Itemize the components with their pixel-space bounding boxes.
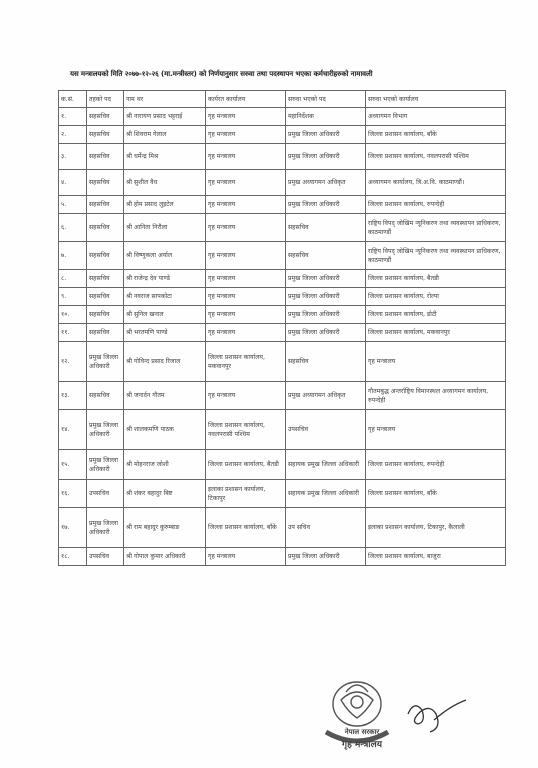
cell-serial: ९. [59, 288, 87, 306]
cell-name: श्री नारायण प्रसाद भट्टराई [124, 108, 206, 126]
table-row [59, 108, 506, 126]
cell-current-office: गृह मन्त्रालय [206, 170, 286, 196]
cell-name: श्री भरतमणि पाण्डे [124, 324, 206, 342]
cell-level: प्रमुख जिल्ला अधिकारी [87, 508, 124, 548]
table-row [59, 288, 506, 306]
cell-serial: ३. [59, 144, 87, 170]
cell-new-office: अध्यागमन विभाग [366, 108, 506, 126]
cell-serial: २. [59, 126, 87, 144]
cell-name: श्री गोपाल कुमार अधिकारी [124, 548, 206, 566]
cell-current-office: गृह मन्त्रालय [206, 144, 286, 170]
seal-text-govt: नेपाल सरकार [344, 728, 380, 736]
table-row [59, 548, 506, 566]
signature [400, 692, 470, 742]
cell-current-office: गृह मन्त्रालय [206, 306, 286, 324]
cell-current-office: गृह मन्त्रालय [206, 382, 286, 410]
cell-serial: १४. [59, 410, 87, 450]
cell-current-office: गृह मन्त्रालय [206, 324, 286, 342]
cell-level: उपसचिव [87, 548, 124, 566]
cell-new-post: महानिर्देशक [286, 108, 366, 126]
cell-level: सहसचिव [87, 324, 124, 342]
cell-new-post: प्रमुख जिल्ला अधिकारी [286, 196, 366, 214]
cell-name: श्री होम प्रसाद लुइटेल [124, 196, 206, 214]
cell-serial: १२. [59, 342, 87, 382]
cell-current-office: जिल्ला प्रशासन कार्यालय, बैतडी [206, 450, 286, 480]
cell-serial: ५. [59, 196, 87, 214]
cell-serial: ७. [59, 242, 87, 270]
cell-current-office: गृह मन्त्रालय [206, 126, 286, 144]
table-row [59, 410, 506, 450]
cell-new-office: जिल्ला प्रशासन कार्यालय, डोटी [366, 306, 506, 324]
cell-name: श्री धर्मेन्द्र मिश्र [124, 144, 206, 170]
cell-new-post: प्रमुख जिल्ला अधिकारी [286, 126, 366, 144]
cell-name: श्री सुशील वैध [124, 170, 206, 196]
cell-level: सहसचिव [87, 214, 124, 242]
cell-name: श्री शिवराम गेलाल [124, 126, 206, 144]
cell-new-post: प्रमुख जिल्ला अधिकारी [286, 548, 366, 566]
cell-name: श्री राजेन्द्र देव पाण्डे [124, 270, 206, 288]
cell-new-post: प्रमुख जिल्ला अधिकारी [286, 288, 366, 306]
cell-level: सहसचिव [87, 270, 124, 288]
cell-new-office: जिल्ला प्रशासन कार्यालय, रुपन्देही [366, 450, 506, 480]
header-serial: क.सं. [59, 91, 87, 108]
cell-name: श्री राम बहादुर कुरुम्बाङ [124, 508, 206, 548]
cell-level: सहसचिव [87, 144, 124, 170]
table-row [59, 270, 506, 288]
cell-name: श्री शंकर बहादुर बिष्ट [124, 480, 206, 508]
cell-serial: १. [59, 108, 87, 126]
cell-current-office: जिल्ला प्रशासन कार्यालय, बाँके [206, 508, 286, 548]
cell-name: श्री सुनिल खनाल [124, 306, 206, 324]
cell-new-post: उप सचिव [286, 508, 366, 548]
table-row [59, 382, 506, 410]
cell-serial: ४. [59, 170, 87, 196]
cell-new-post: प्रमुख जिल्ला अधिकारी [286, 324, 366, 342]
cell-name: श्री विष्णुकला अर्याल [124, 242, 206, 270]
cell-new-office: जिल्ला प्रशासन कार्यालय, रोल्पा [366, 288, 506, 306]
cell-new-office: गृह मन्त्रालय [366, 410, 506, 450]
cell-new-post: सहसचिव [286, 342, 366, 382]
cell-serial: १८. [59, 548, 87, 566]
document-title: यस मन्त्रालयको मिति २०७७-१२-२६ (मा.मन्त्रीस्तर) को निर्णयानुसार सरुवा तथा पदस्थापन भएका कर्मचारीहरुको नामावली [70, 70, 373, 78]
table-row [59, 306, 506, 324]
cell-serial: १६. [59, 480, 87, 508]
cell-new-office: इलाका प्रशासन कार्यालय, टिकापुर, कैलाली [366, 508, 506, 548]
cell-current-office: गृह मन्त्रालय [206, 108, 286, 126]
cell-current-office: गृह मन्त्रालय [206, 196, 286, 214]
cell-current-office: गृह मन्त्रालय [206, 548, 286, 566]
cell-level: सहसचिव [87, 108, 124, 126]
table-row [59, 126, 506, 144]
cell-level: सहसचिव [87, 288, 124, 306]
cell-serial: ६. [59, 214, 87, 242]
cell-current-office: इलाका प्रशासन कार्यालय, टिकापुर [206, 480, 286, 508]
cell-new-post: सहसचिव [286, 214, 366, 242]
seal-emblem-center [351, 696, 363, 708]
cell-new-office: अध्यागमन कार्यालय, त्रि.अ.वि. काठमाण्डौं। [366, 170, 506, 196]
cell-level: सहसचिव [87, 242, 124, 270]
cell-level: सहसचिव [87, 306, 124, 324]
table-row [59, 324, 506, 342]
cell-new-office: जिल्ला प्रशासन कार्यालय, बैतडी [366, 270, 506, 288]
table-row [59, 170, 506, 196]
cell-new-office: गौतमबुद्ध अन्तर्राष्ट्रिय विमानस्थल अध्यागमन कार्यालय, रुपन्देही [366, 382, 506, 410]
cell-current-office: जिल्ला प्रशासन कार्यालय, मकवानपुर [206, 342, 286, 382]
cell-current-office: गृह मन्त्रालय [206, 214, 286, 242]
header-level: तहको पद [87, 91, 124, 108]
table-row [59, 508, 506, 548]
cell-level: सहसचिव [87, 126, 124, 144]
header-new-office: सरुवा भएको कार्यालय [366, 91, 506, 108]
cell-new-post: उपसचिव [286, 410, 366, 450]
cell-name: श्री मोहनराज जोशी [124, 450, 206, 480]
table-row [59, 342, 506, 382]
cell-new-office: जिल्ला प्रशासन कार्यालय, बाजुरा [366, 548, 506, 566]
seal-text [322, 728, 402, 750]
cell-new-office: राष्ट्रिय विपद् जोखिम न्यूनिकरण तथा व्यवस्थापन प्राधिकरण, काठमाण्डौं [366, 214, 506, 242]
table-header-row [59, 91, 506, 108]
seal-emblem-outline [333, 682, 381, 726]
cell-serial: ८. [59, 270, 87, 288]
table-row [59, 242, 506, 270]
cell-current-office: गृह मन्त्रालय [206, 242, 286, 270]
cell-level: प्रमुख जिल्ला अधिकारी [87, 410, 124, 450]
cell-new-post: सहायक प्रमुख जिल्ला अधिकारी [286, 450, 366, 480]
cell-level: सहसचिव [87, 382, 124, 410]
cell-new-office: राष्ट्रिय विपद् जोखिम न्यूनिकरण तथा व्यवस्थापन प्राधिकरण, काठमाण्डौं [366, 242, 506, 270]
table-row [59, 450, 506, 480]
cell-name: श्री नवराज सापकोटा [124, 288, 206, 306]
cell-new-office: जिल्ला प्रशासन कार्यालय, बाँके [366, 126, 506, 144]
cell-serial: १७. [59, 508, 87, 548]
cell-current-office: गृह मन्त्रालय [206, 288, 286, 306]
cell-serial: १०. [59, 306, 87, 324]
table-row [59, 480, 506, 508]
cell-name: श्री जनार्दन गौतम [124, 382, 206, 410]
header-new-post: सरुवा भएको पद [286, 91, 366, 108]
cell-serial: १५. [59, 450, 87, 480]
cell-level: प्रमुख जिल्ला अधिकारी [87, 450, 124, 480]
cell-new-post: प्रमुख जिल्ला अधिकारी [286, 144, 366, 170]
seal-emblem-arc [346, 685, 368, 692]
cell-new-post: प्रमुख अध्यागमन अधिकृत [286, 170, 366, 196]
cell-serial: ११. [59, 324, 87, 342]
cell-current-office: गृह मन्त्रालय [206, 270, 286, 288]
cell-new-office: जिल्ला प्रशासन कार्यालय, मकवानपुर [366, 324, 506, 342]
cell-current-office: जिल्ला प्रशासन कार्यालय, नवलपरासी पश्चिम [206, 410, 286, 450]
header-name: नाम थर [124, 91, 206, 108]
header-current-office: कार्यरत कार्यालय [206, 91, 286, 108]
cell-level: सहसचिव [87, 196, 124, 214]
cell-name: श्री गोविन्द प्रसाद रिजाल [124, 342, 206, 382]
cell-new-post: प्रमुख जिल्ला अधिकारी [286, 306, 366, 324]
cell-new-office: गृह मन्त्रालय [366, 342, 506, 382]
table-row [59, 196, 506, 214]
cell-new-post: प्रमुख अध्यागमन अधिकृत [286, 382, 366, 410]
cell-level: सहसचिव [87, 170, 124, 196]
cell-new-post: प्रमुख जिल्ला अधिकारी [286, 270, 366, 288]
seal-text-ministry: गृह मन्त्रालय [342, 740, 382, 750]
transfer-table [58, 90, 506, 566]
table-row [59, 214, 506, 242]
cell-serial: १३. [59, 382, 87, 410]
cell-level: प्रमुख जिल्ला अधिकारी [87, 342, 124, 382]
cell-new-post: सहायक प्रमुख जिल्ला अधिकारी [286, 480, 366, 508]
cell-name: श्री शालकमणि पाठक [124, 410, 206, 450]
table-row [59, 144, 506, 170]
cell-new-office: जिल्ला प्रशासन कार्यालय, रुपन्देही [366, 196, 506, 214]
cell-new-post: सहसचिव [286, 242, 366, 270]
cell-level: उपसचिव [87, 480, 124, 508]
cell-new-office: जिल्ला प्रशासन कार्यालय, बाँके [366, 480, 506, 508]
cell-new-office: जिल्ला प्रशासन कार्यालय, नवलपरासी पश्चिम [366, 144, 506, 170]
cell-name: श्री आनिता निरौला [124, 214, 206, 242]
